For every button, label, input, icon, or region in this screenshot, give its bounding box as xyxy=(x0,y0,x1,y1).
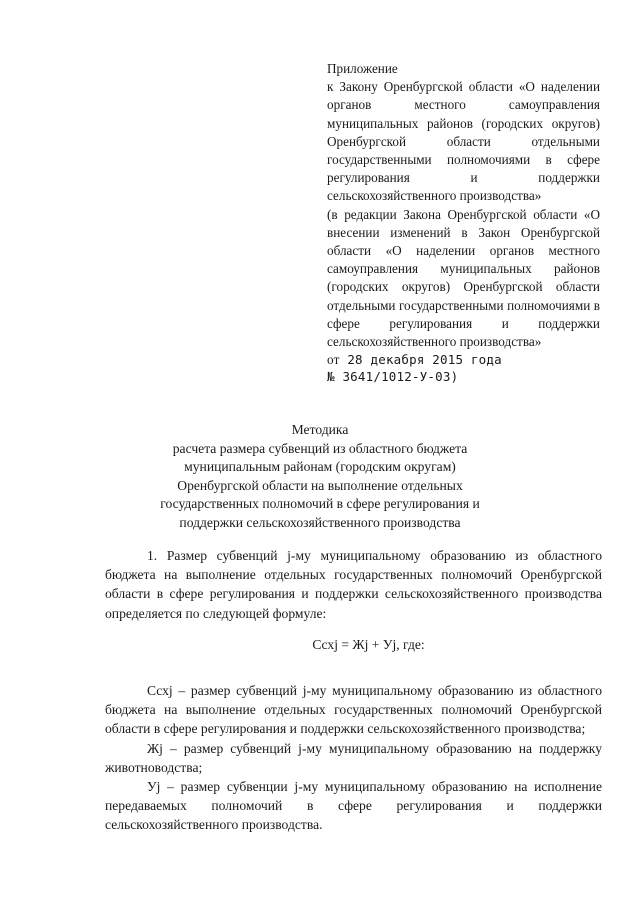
methodology-title-line: расчета размера субвенций из областного бюджета xyxy=(172,440,468,456)
document-body xyxy=(105,546,602,835)
appendix-law-reference: к Закону Оренбургской области «О наделении органов местного самоуправления муниципальных районов (городских округов) Оренбургской области отдельными государственными полномочиями в сфере регулирования и поддержки сельскохозяйственного производства» xyxy=(327,79,600,204)
paragraph-1: 1. Размер субвенций j-му муниципальному образованию из областного бюджета на выполнение отдельных государственных полномочий Оренбургской области в сфере регулирования и поддержки сельскохозяйственного производства определяется по следующей формуле: xyxy=(105,548,602,621)
methodology-heading: Методика xyxy=(291,422,349,437)
appendix-block xyxy=(327,60,600,385)
appendix-edition-reference: (в редакции Закона Оренбургской области «О внесении изменений в Закон Оренбургской области «О наделении органов местного самоуправления муниципальных районов (городских округов) Оренбургской области отдельными государственными полномочиями в сфере регулирования и поддержки сельскохозяйственного производства» xyxy=(327,206,600,350)
definition-item: Жj – размер субвенций j-му муниципальному образованию на поддержку животноводства; xyxy=(105,740,602,775)
appendix-date-stamp xyxy=(327,351,600,368)
appendix-title: Приложение xyxy=(327,61,398,76)
appendix-number-stamp: № 3641/1012-У-03) xyxy=(327,369,459,385)
methodology-title-line: государственных полномочий в сфере регулирования и xyxy=(160,496,480,512)
methodology-title-line: муниципальным районам (городским округам) xyxy=(184,459,456,475)
definition-item: Ссхj – размер субвенций j-му муниципальному образованию из областного бюджета на выполнение отдельных государственных полномочий Оренбургской области в сфере регулирования и поддержки сельскохозяйственного производства; xyxy=(105,683,602,737)
definition-item: Уj – размер субвенции j-му муниципальному образованию на исполнение передаваемых полномочий в сфере регулирования и поддержки сельскохозяйственного производства. xyxy=(105,779,602,833)
date-prefix: от xyxy=(327,352,340,368)
methodology-title-line: Оренбургской области на выполнение отдельных xyxy=(177,477,463,493)
methodology-title-line: поддержки сельскохозяйственного производства xyxy=(179,514,461,530)
date-value: 28 декабря 2015 года xyxy=(347,352,502,368)
methodology-title-block xyxy=(130,421,510,533)
formula: Ссхj = Жj + Уj, где: xyxy=(312,636,425,652)
